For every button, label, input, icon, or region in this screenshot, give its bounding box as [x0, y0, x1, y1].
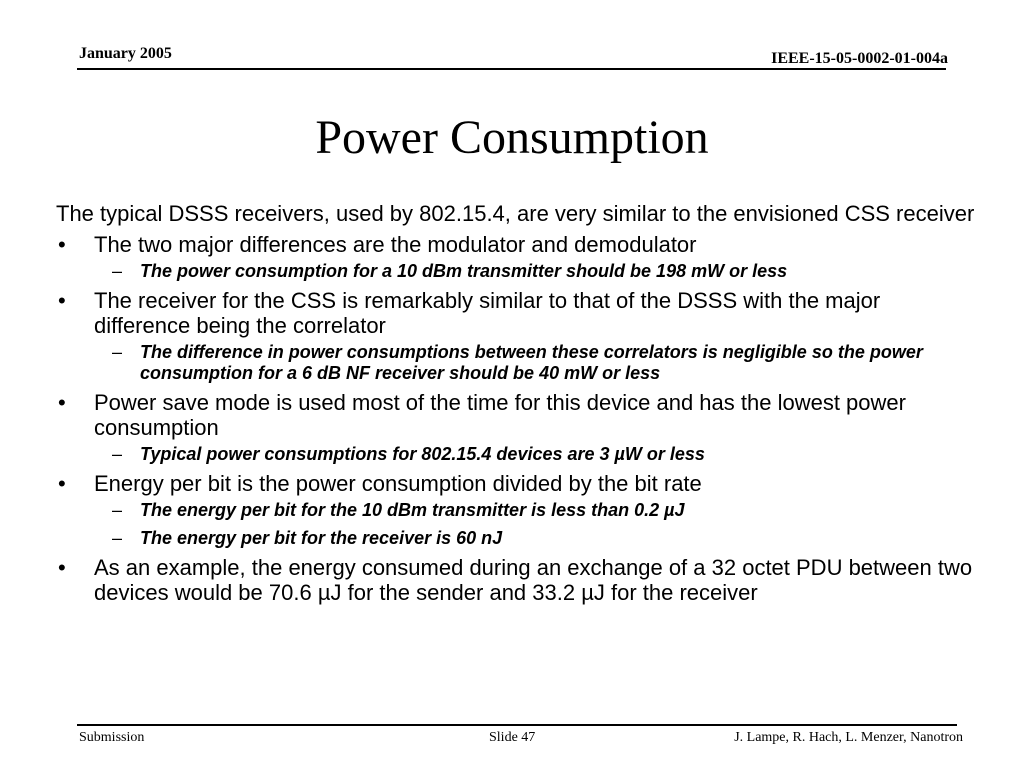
sub-bullet-4-1 [56, 500, 976, 521]
footer-slide-number: Slide 47 [489, 730, 536, 745]
sub-bullet-4-2 [56, 528, 976, 549]
footer-authors: J. Lampe, R. Hach, L. Menzer, Nanotron [734, 730, 963, 745]
dash-icon: – [112, 444, 123, 464]
bullet-3-text: Power save mode is used most of the time for this device and has the lowest power consumption [94, 390, 906, 440]
header-date: January 2005 [79, 45, 172, 62]
bullet-dot-icon: • [58, 390, 66, 415]
dash-icon: – [112, 342, 123, 362]
bullet-1-text: The two major differences are the modulator and demodulator [94, 232, 697, 257]
sub-bullet-4-1-text: The energy per bit for the 10 dBm transmitter is less than 0.2 µJ [140, 500, 685, 520]
bullet-dot-icon: • [58, 471, 66, 496]
slide-body [56, 201, 976, 605]
sub-bullet-1-1-text: The power consumption for a 10 dBm transmitter should be 198 mW or less [140, 261, 788, 281]
bullet-2-text: The receiver for the CSS is remarkably similar to that of the DSSS with the major difference being the correlator [94, 288, 881, 338]
bullet-dot-icon: • [58, 555, 66, 580]
intro-paragraph: The typical DSSS receivers, used by 802.15.4, are very similar to the envisioned CSS receiver [56, 201, 975, 226]
slide-title: Power Consumption [315, 111, 709, 164]
dash-icon: – [112, 528, 123, 548]
sub-bullet-2-1-text: The difference in power consumptions between these correlators is negligible so the power consumption for a 6 dB NF receiver should be 40 mW or less [140, 342, 923, 383]
footer-divider [77, 724, 957, 726]
sub-bullet-1-1 [56, 261, 976, 282]
dash-icon: – [112, 500, 123, 520]
bullet-dot-icon: • [58, 288, 66, 313]
bullet-dot-icon: • [58, 232, 66, 257]
dash-icon: – [112, 261, 123, 281]
bullet-5-text: As an example, the energy consumed during an exchange of a 32 octet PDU between two devices would be 70.6 µJ for the sender and 33.2 µJ for the receiver [94, 555, 973, 605]
header-divider [77, 68, 946, 70]
bullet-1 [56, 232, 976, 257]
bullet-5 [56, 555, 976, 605]
bullet-4-text: Energy per bit is the power consumption divided by the bit rate [94, 471, 702, 496]
header-document-id: IEEE-15-05-0002-01-004a [771, 50, 948, 67]
bullet-3 [56, 390, 976, 440]
sub-bullet-3-1 [56, 444, 976, 465]
sub-bullet-4-2-text: The energy per bit for the receiver is 60 nJ [140, 528, 503, 548]
bullet-2 [56, 288, 976, 338]
sub-bullet-3-1-text: Typical power consumptions for 802.15.4 devices are 3 µW or less [140, 444, 705, 464]
footer-submission: Submission [79, 730, 145, 745]
sub-bullet-2-1 [56, 342, 976, 384]
bullet-4 [56, 471, 976, 496]
